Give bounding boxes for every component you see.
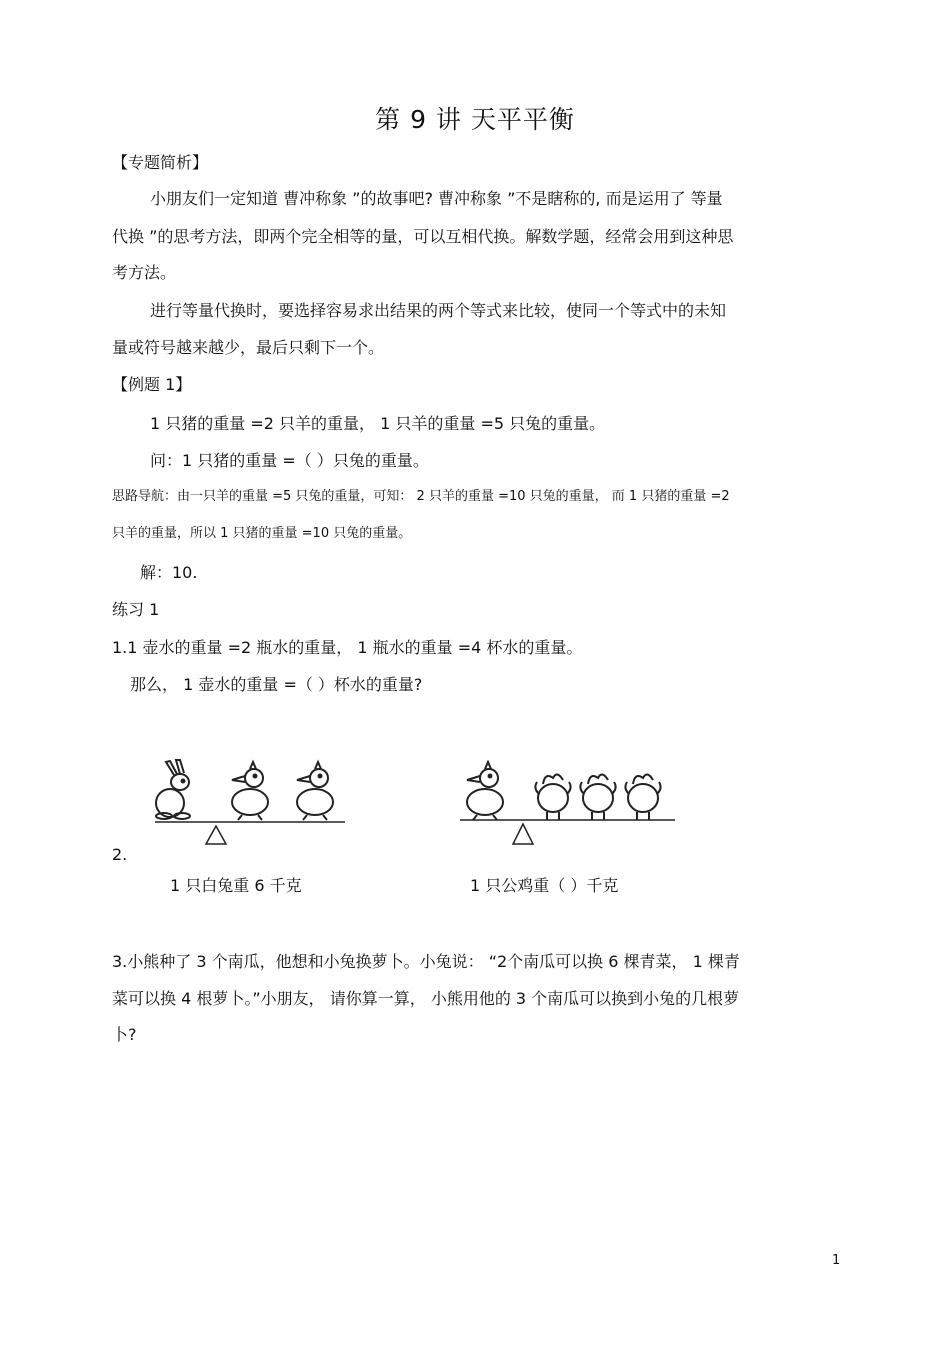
example-hint-line-1: 思路导航：由一只羊的重量 =5 只兔的重量，可知： 2 只羊的重量 =10 只兔的重量， 而 1 只猪的重量 =2 (112, 489, 730, 504)
intro-paragraph-2-line-2: 量或符号越来越少，最后只剩下一个。 (112, 338, 385, 357)
balance-figure-duck-roosters (455, 758, 685, 848)
question-3-line-1: 3.小熊种了 3 个南瓜，他想和小兔换萝卜。小兔说： “2个南瓜可以换 6 棵青菜， 1 棵青 (112, 952, 740, 971)
question-2-number: 2. (112, 845, 128, 864)
example-question: 问：1 只猪的重量 =（ ）只兔的重量。 (150, 451, 429, 470)
example-given: 1 只猪的重量 =2 只羊的重量， 1 只羊的重量 =5 只兔的重量。 (150, 414, 606, 433)
practice-heading: 练习 1 (112, 600, 160, 619)
example-answer: 解：10. (140, 563, 198, 582)
example-heading: 【例题 1】 (112, 375, 192, 394)
question-3-line-3: 卜? (112, 1025, 137, 1044)
rooster-icon (535, 774, 570, 820)
intro-paragraph-1-line-2: 代换 ”的思考方法，即两个完全相等的量，可以互相代换。解数学题，经常会用到这种思 (112, 227, 734, 246)
intro-heading: 【专题简析】 (112, 153, 209, 172)
question-2-caption-left: 1 只白兔重 6 千克 (170, 876, 302, 895)
rooster-icon (625, 774, 660, 820)
balance-fulcrum (513, 824, 533, 844)
intro-paragraph-2-line-1: 进行等量代换时，要选择容易求出结果的两个等式来比较，使同一个等式中的未知 (150, 301, 727, 320)
duck-icon (467, 762, 503, 820)
page-number: 1 (832, 1253, 841, 1268)
page-title: 第 9 讲 天平平衡 (375, 105, 575, 134)
balance-fulcrum (206, 826, 226, 844)
intro-paragraph-1-line-3: 考方法。 (112, 263, 177, 282)
question-2-caption-right: 1 只公鸡重（ ）千克 (470, 876, 619, 895)
balance-figure-rabbit-ducks (150, 758, 350, 848)
question-1-line-2: 那么， 1 壶水的重量 =（ ）杯水的重量? (130, 675, 423, 694)
duck-icon (297, 762, 333, 820)
example-hint-line-2: 只羊的重量，所以 1 只猪的重量 =10 只兔的重量。 (112, 526, 412, 541)
duck-icon (232, 762, 268, 820)
question-1-line-1: 1.1 壶水的重量 =2 瓶水的重量， 1 瓶水的重量 =4 杯水的重量。 (112, 638, 583, 657)
rooster-icon (580, 774, 615, 820)
question-3-line-2: 菜可以换 4 根萝卜。”小朋友， 请你算一算， 小熊用他的 3 个南瓜可以换到小兔的几根萝 (112, 989, 740, 1008)
rabbit-icon (156, 760, 190, 819)
intro-paragraph-1-line-1: 小朋友们一定知道 曹冲称象 ”的故事吧? 曹冲称象 ”不是瞎称的, 而是运用了 等量 (150, 189, 723, 208)
